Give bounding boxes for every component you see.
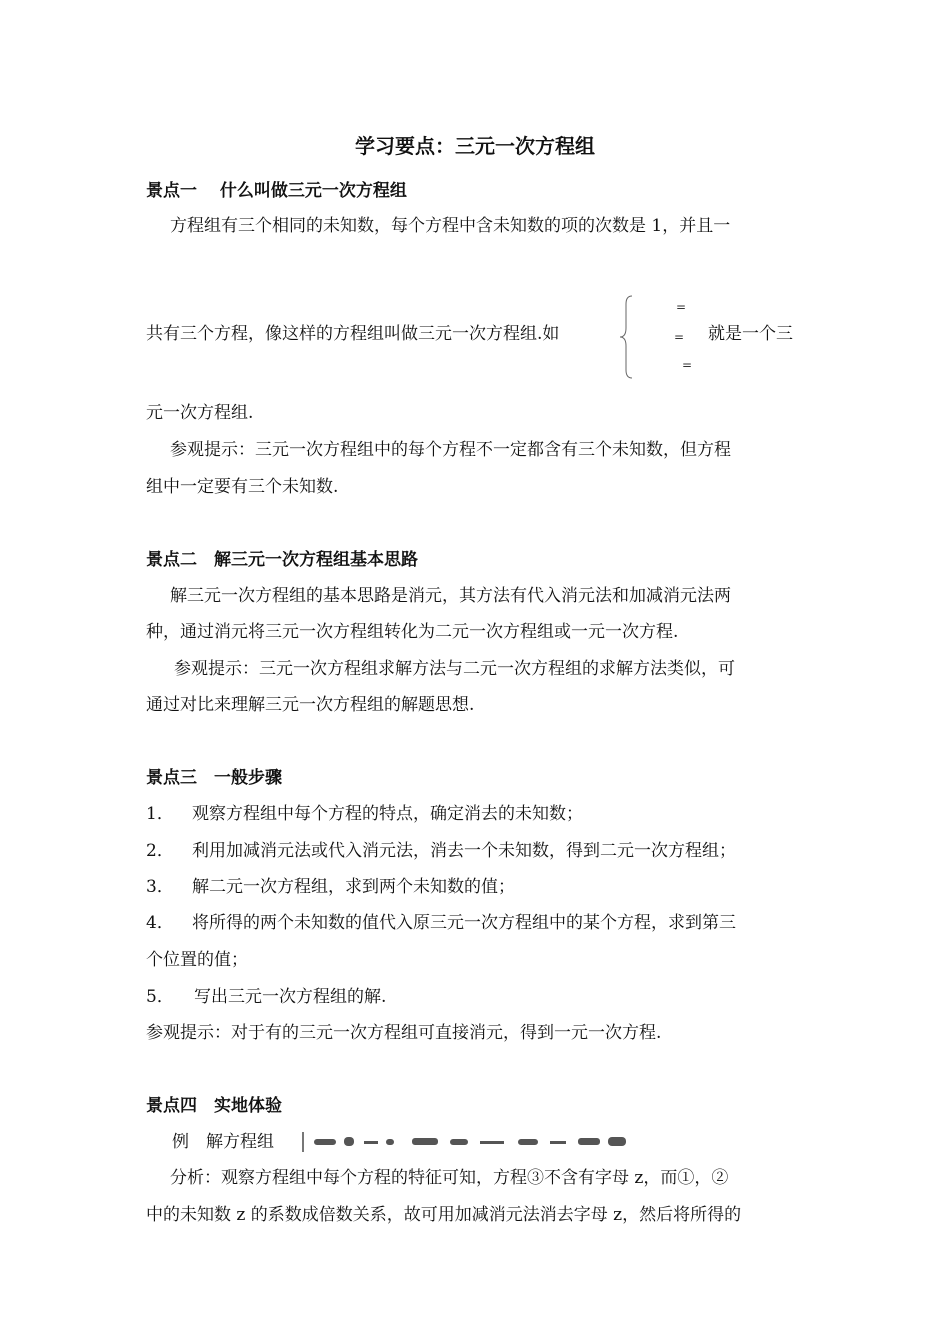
section2-note-line2: 通过对比来理解三元一次方程组的解题思想.	[146, 695, 475, 715]
equation-1-equals: =	[676, 300, 687, 314]
section1-paragraph-line2-right: 就是一个三	[708, 324, 793, 344]
analysis-line2: 中的未知数 z 的系数成倍数关系，故可用加减消元法消去字母 z，然后将所得的	[146, 1205, 742, 1225]
section2-note-line1: 参观提示：三元一次方程组求解方法与二元一次方程组的求解方法类似，可	[174, 659, 735, 679]
step-3-text: 解二元一次方程组，求到两个未知数的值；	[192, 877, 515, 897]
section1-paragraph-line2-left: 共有三个方程，像这样的方程组叫做三元一次方程组.如	[146, 324, 560, 344]
equation-3-equals: =	[682, 358, 693, 372]
section1-note-line1: 参观提示：三元一次方程组中的每个方程不一定都含有三个未知数，但方程	[170, 440, 731, 460]
section2-heading: 景点二 解三元一次方程组基本思路	[146, 550, 418, 570]
step-2-number: 2．	[146, 841, 174, 861]
step-4-number: 4．	[146, 913, 174, 933]
section3-heading: 景点三 一般步骤	[146, 768, 282, 788]
step-4-text: 将所得的两个未知数的值代入原三元一次方程组中的某个方程，求到第三	[192, 913, 736, 933]
step-5-text: 写出三元一次方程组的解.	[194, 987, 387, 1007]
section1-note-line2: 组中一定要有三个未知数.	[146, 477, 339, 497]
analysis-line1: 分析：观察方程组中每个方程的特征可知，方程③不含有字母 z，而①，②	[170, 1168, 729, 1188]
step-3-number: 3．	[146, 877, 174, 897]
example-label: 例 解方程组	[172, 1132, 274, 1152]
section3-note: 参观提示：对于有的三元一次方程组可直接消元，得到一元一次方程.	[146, 1023, 662, 1043]
step-1-text: 观察方程组中每个方程的特点，确定消去的未知数；	[192, 804, 583, 824]
page-title: 学习要点：三元一次方程组	[355, 134, 595, 158]
step-2-text: 利用加减消元法或代入消元法，消去一个未知数，得到二元一次方程组；	[192, 841, 736, 861]
step-1-number: 1．	[146, 804, 174, 824]
section2-paragraph-line1: 解三元一次方程组的基本思路是消元，其方法有代入消元法和加减消元法两	[170, 586, 731, 606]
section1-paragraph-line3: 元一次方程组.	[146, 403, 254, 423]
equation-system-image-icon	[302, 1129, 642, 1155]
equation-2-equals: =	[674, 330, 685, 344]
section2-paragraph-line2: 种，通过消元将三元一次方程组转化为二元一次方程组或一元一次方程.	[146, 622, 679, 642]
step-4-continuation: 个位置的值；	[146, 950, 248, 970]
step-5-number: 5．	[146, 987, 174, 1007]
equation-brace-icon	[618, 294, 638, 380]
section1-paragraph-line1: 方程组有三个相同的未知数，每个方程中含未知数的项的次数是 1，并且一	[170, 216, 731, 236]
section4-heading: 景点四 实地体验	[146, 1096, 282, 1116]
section1-heading: 景点一 什么叫做三元一次方程组	[146, 181, 407, 201]
